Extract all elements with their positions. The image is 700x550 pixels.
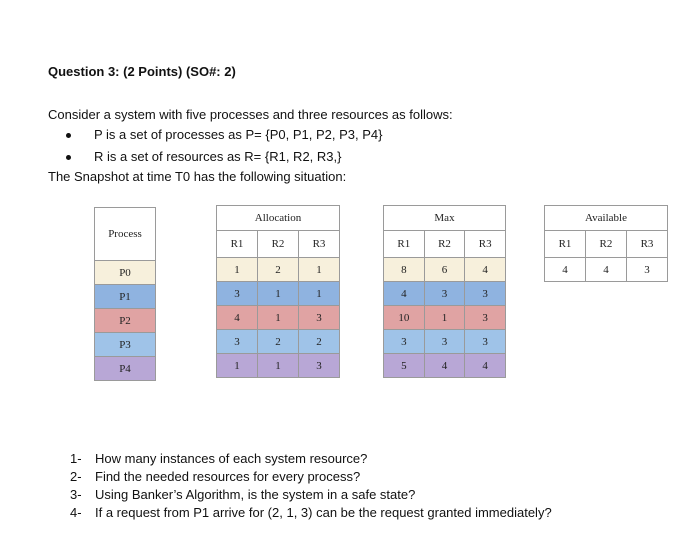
question-item	[70, 468, 552, 486]
process-cell: P2	[95, 309, 156, 333]
allocation-row-p2	[217, 306, 340, 330]
allocation-col-header: R2	[258, 231, 299, 258]
allocation-row-p4	[217, 354, 340, 378]
allocation-cell: 3	[299, 354, 340, 378]
question-item	[70, 450, 552, 468]
question-number: 2-	[70, 469, 82, 484]
question-text: Using Banker’s Algorithm, is the system in a safe state?	[95, 487, 416, 502]
process-cell: P1	[95, 285, 156, 309]
available-col-header: R2	[585, 231, 626, 258]
allocation-cell: 3	[299, 306, 340, 330]
process-table	[94, 207, 156, 381]
allocation-cell: 2	[258, 330, 299, 354]
bullet-dot-icon	[66, 155, 71, 160]
allocation-cell: 1	[217, 354, 258, 378]
max-row-p3	[384, 330, 506, 354]
question-list	[70, 450, 552, 522]
bullet-text: P is a set of processes as P= {P0, P1, P2, P3, P4}	[94, 127, 383, 142]
max-table	[383, 205, 506, 378]
allocation-cell: 4	[217, 306, 258, 330]
process-cell: P4	[95, 357, 156, 381]
max-cell: 8	[384, 258, 425, 282]
question-text: Find the needed resources for every process?	[95, 469, 361, 484]
allocation-cell: 1	[258, 354, 299, 378]
max-row-p1	[384, 282, 506, 306]
allocation-cell: 2	[258, 258, 299, 282]
question-item	[70, 504, 552, 522]
max-cell: 3	[384, 330, 425, 354]
allocation-col-header: R1	[217, 231, 258, 258]
max-cell: 4	[424, 354, 465, 378]
max-row-p2	[384, 306, 506, 330]
max-cell: 3	[465, 330, 506, 354]
allocation-cell: 3	[217, 330, 258, 354]
allocation-cell: 1	[299, 282, 340, 306]
available-row	[545, 258, 668, 282]
question-number: 4-	[70, 505, 82, 520]
bullet-dot-icon	[66, 133, 71, 138]
max-cell: 10	[384, 306, 425, 330]
allocation-row-p3	[217, 330, 340, 354]
max-cell: 4	[465, 354, 506, 378]
available-col-header: R1	[545, 231, 586, 258]
question-text: How many instances of each system resource?	[95, 451, 368, 466]
max-row-p0	[384, 258, 506, 282]
question-number: 3-	[70, 487, 82, 502]
max-cell: 4	[465, 258, 506, 282]
bullet-item	[66, 149, 382, 171]
max-cell: 1	[424, 306, 465, 330]
process-cell: P0	[95, 261, 156, 285]
allocation-cell: 1	[299, 258, 340, 282]
bullet-item	[66, 127, 382, 149]
max-cell: 5	[384, 354, 425, 378]
max-cell: 4	[384, 282, 425, 306]
max-col-header: R3	[465, 231, 506, 258]
allocation-cell: 1	[258, 306, 299, 330]
allocation-table	[216, 205, 340, 378]
bullet-text: R is a set of resources as R= {R1, R2, R3,}	[94, 149, 342, 164]
available-table	[544, 205, 668, 282]
process-header: Process	[95, 208, 156, 261]
allocation-row-p0	[217, 258, 340, 282]
allocation-title: Allocation	[217, 206, 340, 231]
available-cell: 4	[545, 258, 586, 282]
question-text: If a request from P1 arrive for (2, 1, 3) can be the request granted immediately?	[95, 505, 552, 520]
allocation-col-header: R3	[299, 231, 340, 258]
max-title: Max	[384, 206, 506, 231]
snapshot-text: The Snapshot at time T0 has the following situation:	[48, 169, 347, 184]
available-title: Available	[545, 206, 668, 231]
question-number: 1-	[70, 451, 82, 466]
allocation-cell: 1	[217, 258, 258, 282]
max-cell: 6	[424, 258, 465, 282]
max-cell: 3	[465, 282, 506, 306]
question-heading: Question 3: (2 Points) (SO#: 2)	[48, 64, 236, 79]
allocation-cell: 1	[258, 282, 299, 306]
allocation-cell: 2	[299, 330, 340, 354]
intro-text: Consider a system with five processes and three resources as follows:	[48, 107, 453, 122]
max-row-p4	[384, 354, 506, 378]
allocation-row-p1	[217, 282, 340, 306]
max-col-header: R2	[424, 231, 465, 258]
allocation-cell: 3	[217, 282, 258, 306]
bullet-list	[66, 127, 382, 171]
max-cell: 3	[424, 282, 465, 306]
max-cell: 3	[424, 330, 465, 354]
process-cell: P3	[95, 333, 156, 357]
available-col-header: R3	[626, 231, 667, 258]
available-cell: 3	[626, 258, 667, 282]
available-cell: 4	[585, 258, 626, 282]
max-col-header: R1	[384, 231, 425, 258]
max-cell: 3	[465, 306, 506, 330]
question-item	[70, 486, 552, 504]
